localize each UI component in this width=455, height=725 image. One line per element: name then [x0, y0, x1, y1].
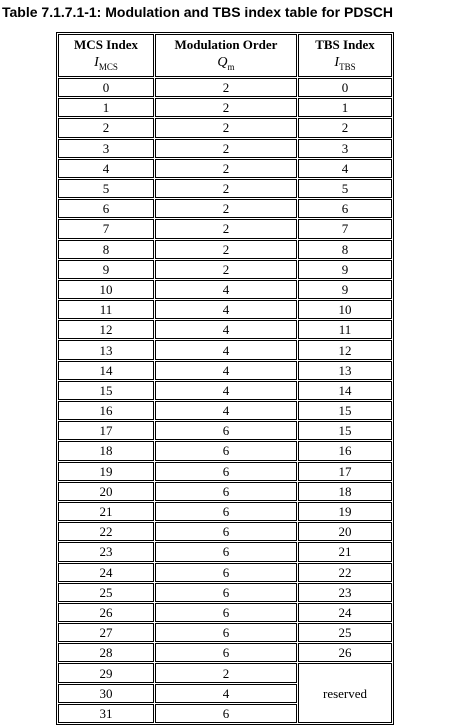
modulation-order-cell: 2: [155, 179, 297, 198]
mcs-index-cell: 5: [58, 179, 154, 198]
modulation-order-cell: 6: [155, 441, 297, 460]
mcs-index-cell: 10: [58, 280, 154, 299]
modulation-order-cell: 2: [155, 159, 297, 178]
tbs-index-cell: 22: [298, 563, 392, 582]
mcs-index-cell: 21: [58, 502, 154, 521]
tbs-index-cell: 11: [298, 320, 392, 339]
table-row: [58, 603, 392, 622]
header-modulation-order: [155, 34, 297, 77]
table-row: [58, 300, 392, 319]
table-row: [58, 563, 392, 582]
mcs-index-cell: 7: [58, 219, 154, 238]
modulation-order-cell: 6: [155, 563, 297, 582]
modulation-order-cell: 4: [155, 684, 297, 703]
table-row: [58, 381, 392, 400]
modulation-order-cell: 4: [155, 340, 297, 359]
mcs-index-cell: 18: [58, 441, 154, 460]
table-row: [58, 139, 392, 158]
modulation-order-cell: 2: [155, 240, 297, 259]
table-row: [58, 280, 392, 299]
header-mcs-symbol: $I_{MCS}$: [94, 54, 118, 72]
modulation-order-cell: 2: [155, 98, 297, 117]
tbs-index-cell: 24: [298, 603, 392, 622]
mcs-index-cell: 24: [58, 563, 154, 582]
modulation-order-cell: 2: [155, 260, 297, 279]
modulation-order-cell: 6: [155, 542, 297, 561]
header-mcs-label: MCS Index: [74, 36, 138, 52]
modulation-order-cell: 4: [155, 300, 297, 319]
table-title: Table 7.1.7.1-1: Modulation and TBS index table for PDSCH: [2, 4, 394, 20]
tbs-index-cell: 6: [298, 199, 392, 218]
modulation-order-cell: 6: [155, 482, 297, 501]
modulation-order-cell: 4: [155, 381, 297, 400]
mcs-index-cell: 2: [58, 118, 154, 137]
table-row: [58, 320, 392, 339]
mcs-index-cell: 0: [58, 78, 154, 97]
tbs-index-cell: 15: [298, 401, 392, 420]
tbs-index-cell: 3: [298, 139, 392, 158]
modulation-order-cell: 6: [155, 421, 297, 440]
table-row: [58, 522, 392, 541]
table-row: [58, 623, 392, 642]
table-row: [58, 583, 392, 602]
tbs-index-cell: 23: [298, 583, 392, 602]
tbs-index-cell: 9: [298, 260, 392, 279]
modulation-order-cell: 6: [155, 623, 297, 642]
header-tbs-label: TBS Index: [315, 36, 375, 52]
table-row: [58, 98, 392, 117]
table-row: [58, 663, 392, 682]
modulation-order-cell: 4: [155, 361, 297, 380]
tbs-index-cell: 26: [298, 643, 392, 662]
mcs-index-cell: 26: [58, 603, 154, 622]
header-tbs-symbol: $I_{TBS}$: [334, 54, 356, 72]
mcs-index-cell: 1: [58, 98, 154, 117]
table-row: [58, 542, 392, 561]
modulation-order-cell: 2: [155, 663, 297, 682]
modulation-tbs-table: [56, 32, 394, 725]
table-row: [58, 401, 392, 420]
modulation-order-cell: 2: [155, 78, 297, 97]
mcs-index-cell: 13: [58, 340, 154, 359]
table-row: [58, 260, 392, 279]
tbs-index-cell: 4: [298, 159, 392, 178]
tbs-index-cell: 25: [298, 623, 392, 642]
mcs-index-cell: 28: [58, 643, 154, 662]
tbs-index-cell: 14: [298, 381, 392, 400]
tbs-index-cell: 8: [298, 240, 392, 259]
mcs-index-cell: 31: [58, 704, 154, 723]
tbs-index-cell: 18: [298, 482, 392, 501]
table-row: [58, 462, 392, 481]
header-tbs-index: [298, 34, 392, 77]
table-row: [58, 361, 392, 380]
mcs-index-cell: 11: [58, 300, 154, 319]
modulation-order-cell: 2: [155, 118, 297, 137]
table-row: [58, 219, 392, 238]
table-row: [58, 340, 392, 359]
modulation-order-cell: 6: [155, 522, 297, 541]
tbs-index-cell: 9: [298, 280, 392, 299]
mcs-index-cell: 12: [58, 320, 154, 339]
header-modulation-label: Modulation Order: [174, 36, 278, 52]
mcs-index-cell: 29: [58, 663, 154, 682]
mcs-index-cell: 20: [58, 482, 154, 501]
table-row: [58, 240, 392, 259]
tbs-index-cell: 16: [298, 441, 392, 460]
reserved-cell: reserved: [298, 663, 392, 723]
mcs-index-cell: 30: [58, 684, 154, 703]
mcs-index-cell: 4: [58, 159, 154, 178]
modulation-order-cell: 2: [155, 139, 297, 158]
tbs-index-cell: 15: [298, 421, 392, 440]
modulation-order-cell: 4: [155, 280, 297, 299]
mcs-index-cell: 22: [58, 522, 154, 541]
modulation-order-cell: 6: [155, 603, 297, 622]
tbs-index-cell: 2: [298, 118, 392, 137]
modulation-order-cell: 2: [155, 219, 297, 238]
header-mcs-index: [58, 34, 154, 77]
header-row: [58, 34, 392, 77]
tbs-index-cell: 21: [298, 542, 392, 561]
tbs-index-cell: 5: [298, 179, 392, 198]
modulation-order-cell: 6: [155, 462, 297, 481]
modulation-order-cell: 6: [155, 583, 297, 602]
table-row: [58, 482, 392, 501]
mcs-index-cell: 23: [58, 542, 154, 561]
table-row: [58, 421, 392, 440]
mcs-index-cell: 25: [58, 583, 154, 602]
tbs-index-cell: 12: [298, 340, 392, 359]
mcs-index-cell: 8: [58, 240, 154, 259]
modulation-order-cell: 6: [155, 704, 297, 723]
mcs-index-cell: 6: [58, 199, 154, 218]
header-modulation-symbol: $Q_m$: [217, 54, 235, 72]
table-row: [58, 118, 392, 137]
modulation-order-cell: 6: [155, 643, 297, 662]
table-row: [58, 159, 392, 178]
tbs-index-cell: 10: [298, 300, 392, 319]
table-row: [58, 502, 392, 521]
tbs-index-cell: 0: [298, 78, 392, 97]
tbs-index-cell: 20: [298, 522, 392, 541]
mcs-index-cell: 27: [58, 623, 154, 642]
table-row: [58, 78, 392, 97]
table-row: [58, 179, 392, 198]
modulation-order-cell: 6: [155, 502, 297, 521]
table-row: [58, 643, 392, 662]
modulation-order-cell: 2: [155, 199, 297, 218]
tbs-index-cell: 1: [298, 98, 392, 117]
tbs-index-cell: 13: [298, 361, 392, 380]
table-row: [58, 199, 392, 218]
tbs-index-cell: 7: [298, 219, 392, 238]
tbs-index-cell: 17: [298, 462, 392, 481]
mcs-index-cell: 16: [58, 401, 154, 420]
modulation-order-cell: 4: [155, 320, 297, 339]
mcs-index-cell: 14: [58, 361, 154, 380]
mcs-index-cell: 3: [58, 139, 154, 158]
table-row: [58, 441, 392, 460]
modulation-order-cell: 4: [155, 401, 297, 420]
mcs-index-cell: 17: [58, 421, 154, 440]
tbs-index-cell: 19: [298, 502, 392, 521]
mcs-index-cell: 9: [58, 260, 154, 279]
mcs-index-cell: 19: [58, 462, 154, 481]
mcs-index-cell: 15: [58, 381, 154, 400]
